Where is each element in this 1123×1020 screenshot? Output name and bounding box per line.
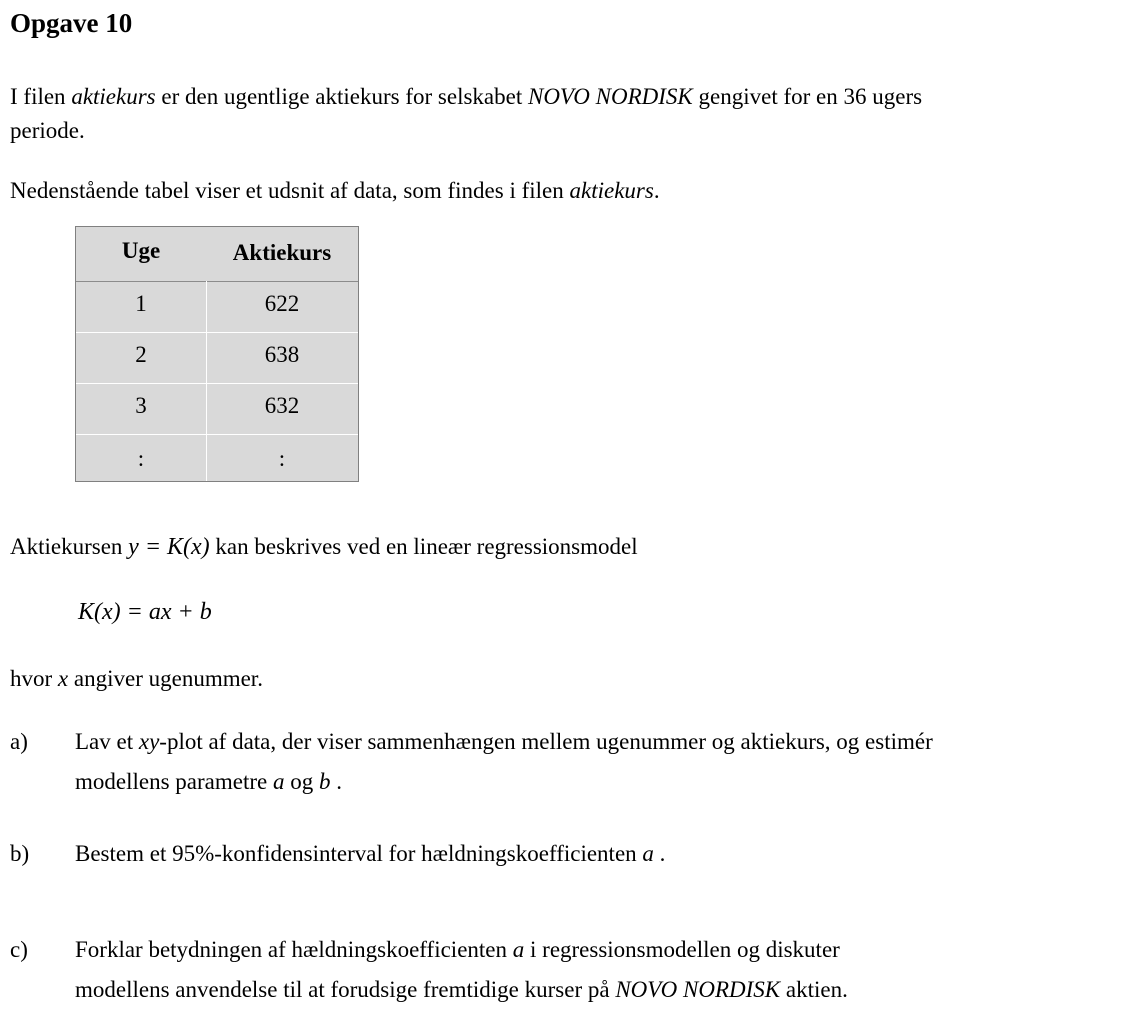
- filename: aktiekurs: [71, 84, 156, 109]
- question-a-text: Lav et: [75, 729, 139, 754]
- cell-uge: :: [137, 446, 145, 471]
- model-description: [10, 530, 638, 564]
- cell-aktiekurs: 632: [264, 393, 300, 418]
- question-c-text: i regressionsmodellen og diskuter: [524, 937, 840, 962]
- model-expression: y = K(x): [128, 534, 210, 560]
- parameter-b: b: [318, 769, 331, 794]
- cell-uge: 3: [135, 393, 147, 418]
- question-a-line-1: [75, 722, 933, 762]
- intro-text: er den ugentlige aktiekurs for selskabet: [155, 84, 528, 109]
- table-header-row: [76, 227, 358, 282]
- company-name: NOVO NORDISK: [615, 977, 781, 1002]
- question-a-text: .: [330, 769, 342, 794]
- parameter-a: a: [272, 769, 285, 794]
- question-a-label: a): [10, 729, 28, 754]
- cell-aktiekurs: 638: [264, 342, 300, 367]
- table-row: [76, 434, 358, 485]
- model-text: Aktiekursen: [10, 534, 129, 559]
- table-intro-text: Nedenstående tabel viser et udsnit af data, som findes i filen: [10, 178, 570, 203]
- question-a-text: modellens parametre: [75, 769, 273, 794]
- cell-aktiekurs: :: [278, 446, 286, 471]
- variable-description: [10, 662, 263, 696]
- table-row: [76, 332, 358, 384]
- question-c-text: aktien.: [780, 977, 848, 1002]
- filename: aktiekurs: [569, 178, 654, 203]
- header-uge: Uge: [121, 238, 161, 263]
- table-row: [76, 383, 358, 435]
- table-intro: [10, 174, 660, 208]
- question-c-text: Forklar betydningen af hældningskoefficienten: [75, 937, 513, 962]
- question-c-line-1: [75, 930, 840, 970]
- header-aktiekurs: Aktiekurs: [232, 240, 332, 265]
- data-table: [75, 226, 359, 482]
- question-c-line-2: [75, 970, 848, 1010]
- table-intro-text: .: [653, 178, 660, 203]
- question-c-text: modellens anvendelse til at forudsige fremtidige kurser på: [75, 977, 616, 1002]
- page-title: Opgave 10: [10, 8, 133, 38]
- cell-aktiekurs: 622: [264, 291, 300, 316]
- variable-x: x: [57, 666, 69, 691]
- question-a-text: og: [284, 769, 319, 794]
- cell-uge: 2: [135, 342, 147, 367]
- xy-term: xy: [138, 729, 160, 754]
- variable-text: angiver ugenummer.: [68, 666, 263, 691]
- question-c-label: c): [10, 937, 28, 962]
- question-a-text: -plot af data, der viser sammenhængen mellem ugenummer og aktiekurs, og estimér: [159, 729, 933, 754]
- variable-text: hvor: [10, 666, 58, 691]
- table-row: [76, 281, 358, 333]
- company-name: NOVO NORDISK: [527, 84, 693, 109]
- question-b-label: b): [10, 841, 30, 866]
- question-b-text: [75, 834, 665, 874]
- intro-text: gengivet for en 36 ugers: [692, 84, 923, 109]
- cell-uge: 1: [135, 291, 147, 316]
- parameter-a: a: [512, 937, 525, 962]
- question-b-body: Bestem et 95%-konfidensinterval for hældningskoefficienten: [75, 841, 643, 866]
- question-b-body: .: [653, 841, 666, 866]
- model-text: kan beskrives ved en lineær regressionsmodel: [209, 534, 638, 559]
- parameter-a: a: [642, 841, 654, 866]
- intro-text: I filen: [10, 84, 72, 109]
- question-a-line-2: [75, 762, 342, 802]
- intro-paragraph-line-1: [10, 80, 922, 114]
- model-formula: K(x) = ax + b: [78, 599, 212, 625]
- intro-paragraph-line-2: periode.: [10, 118, 85, 143]
